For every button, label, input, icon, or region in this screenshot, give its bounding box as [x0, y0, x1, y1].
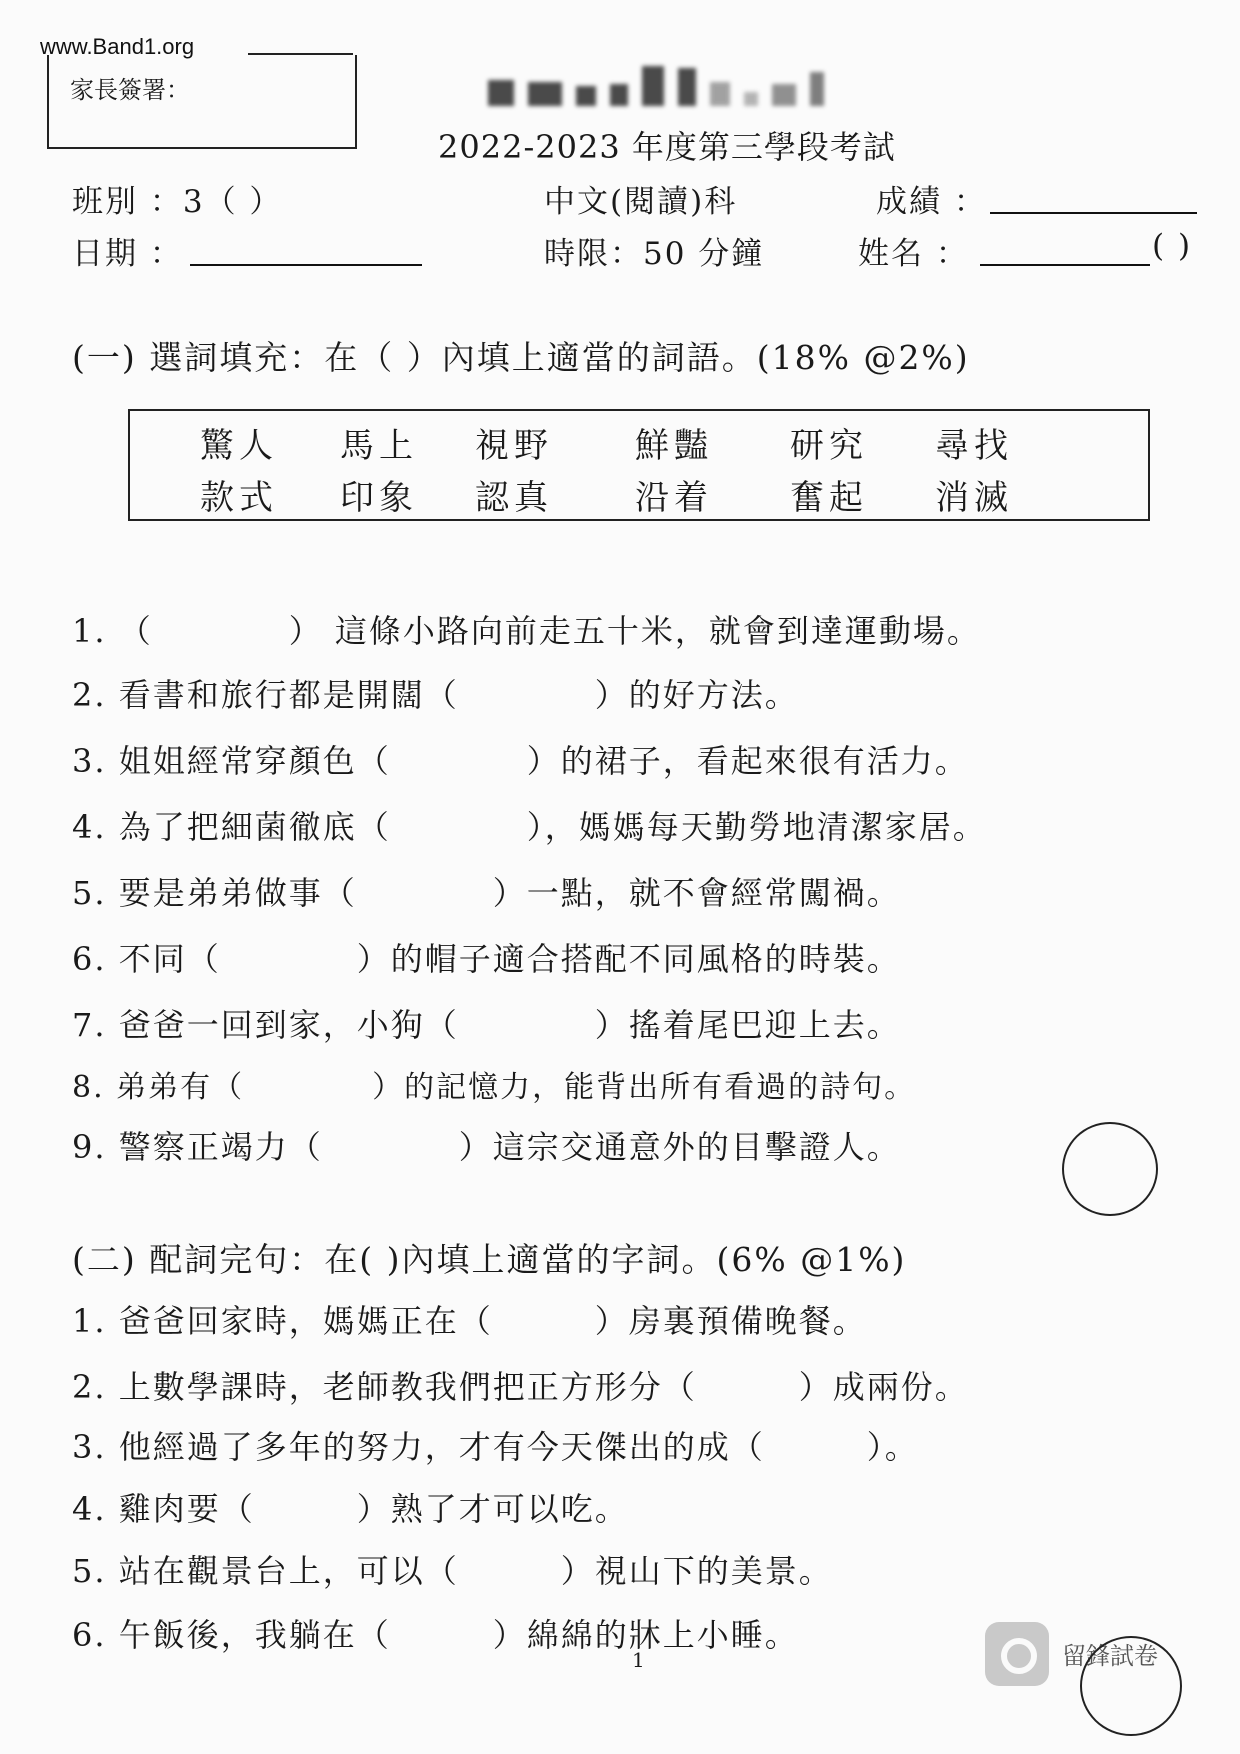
word-bank-item: 消滅 — [935, 478, 1013, 518]
word-bank-item: 鮮豔 — [635, 426, 713, 466]
parent-signature-label: 家長簽署： — [70, 76, 190, 104]
s1-question-1: 1. （ ） 這條小路向前走五十米，就會到達運動場。 — [72, 612, 981, 650]
exam-title: 2022-2023 年度第三學段考試 — [438, 128, 896, 166]
brand-logo-ring-icon — [1001, 1638, 1037, 1674]
name-label: 姓名 ： — [858, 236, 969, 272]
s1-question-3: 3. 姐姐經常穿顏色（ ）的裙子，看起來很有活力。 — [72, 742, 969, 780]
s1-question-7: 7. 爸爸一回到家，小狗（ ）搖着尾巴迎上去。 — [72, 1006, 901, 1044]
section-1-title: (一) 選詞填充：在（ ）內填上適當的詞語。(18% @2%) — [72, 338, 970, 377]
s2-question-3: 3. 他經過了多年的努力，才有今天傑出的成（ ）。 — [72, 1428, 919, 1466]
score-circle — [1062, 1122, 1158, 1216]
name-line — [980, 234, 1150, 266]
word-bank-item: 尋找 — [935, 426, 1013, 466]
date-label: 日期 ： — [72, 236, 183, 272]
class-field: 班別 ：3（ ） — [72, 184, 283, 220]
class-number-paren: ( ) — [1152, 228, 1193, 264]
s1-question-4: 4. 為了把細菌徹底（ ），媽媽每天勤勞地清潔家居。 — [72, 808, 987, 846]
brand-text: 留鋒試卷 — [1062, 1642, 1158, 1670]
school-name-redacted — [488, 66, 824, 106]
score-circle-bottom — [1080, 1636, 1182, 1736]
word-bank-item: 研究 — [790, 426, 868, 466]
site-url: www.Band1.org — [40, 34, 195, 59]
section-2-title: (二) 配詞完句：在( )內填上適當的字詞。(6% @1%) — [72, 1240, 907, 1279]
s2-question-5: 5. 站在觀景台上，可以（ ）視山下的美景。 — [72, 1552, 833, 1590]
word-bank-item: 馬上 — [340, 426, 418, 466]
s1-question-5: 5. 要是弟弟做事（ ）一點，就不會經常闖禍。 — [72, 874, 901, 912]
s1-question-9: 9. 警察正竭力（ ）這宗交通意外的目擊證人。 — [72, 1128, 901, 1166]
s1-question-8: 8. 弟弟有（ ）的記憶力，能背出所有看過的詩句。 — [72, 1070, 917, 1105]
word-bank-item: 視野 — [475, 426, 553, 466]
score-label: 成績 ： — [876, 184, 987, 220]
date-line — [190, 234, 422, 266]
word-bank-item: 驚人 — [200, 426, 278, 466]
page-number: 1 — [632, 1648, 645, 1672]
score-line — [990, 182, 1197, 214]
s2-question-6: 6. 午飯後，我躺在（ ）綿綿的牀上小睡。 — [72, 1616, 799, 1654]
word-bank-item: 印象 — [340, 478, 418, 518]
s2-question-2: 2. 上數學課時，老師教我們把正方形分（ ）成兩份。 — [72, 1368, 969, 1406]
word-bank-item: 認真 — [475, 478, 553, 518]
word-bank-item: 款式 — [200, 478, 278, 518]
time-limit-label: 時限：50 分鐘 — [544, 236, 765, 272]
word-bank-item: 沿着 — [635, 478, 713, 518]
s2-question-1: 1. 爸爸回家時，媽媽正在（ ）房裏預備晚餐。 — [72, 1302, 867, 1340]
s1-question-2: 2. 看書和旅行都是開闊（ ）的好方法。 — [72, 676, 799, 714]
s2-question-4: 4. 雞肉要（ ）熟了才可以吃。 — [72, 1490, 629, 1528]
subject-label: 中文(閱讀)科 — [544, 184, 738, 220]
word-bank-item: 奮起 — [790, 478, 868, 518]
s1-question-6: 6. 不同（ ）的帽子適合搭配不同風格的時裝。 — [72, 940, 901, 978]
